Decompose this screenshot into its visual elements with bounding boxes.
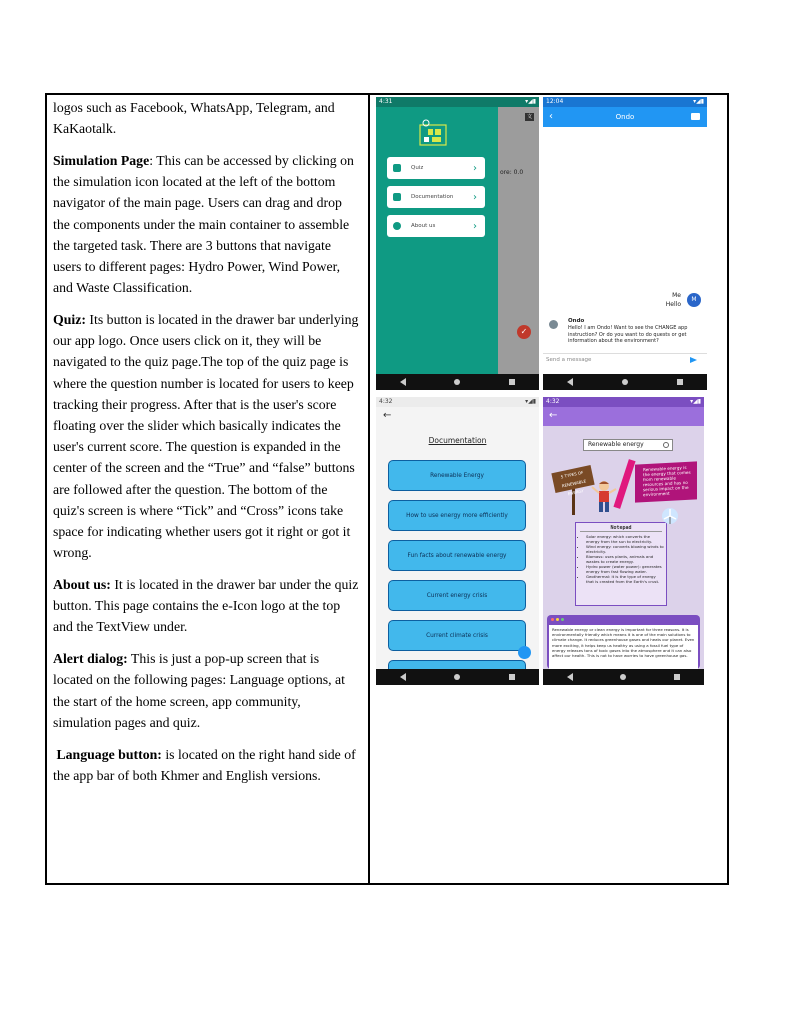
- back-nav-icon[interactable]: [567, 378, 573, 386]
- status-bar: 4:32 ▾◢▮: [543, 397, 704, 407]
- heading-alert: Alert dialog:: [53, 651, 128, 667]
- check-fab-icon[interactable]: ✓: [517, 325, 531, 339]
- navigation-drawer: [376, 107, 498, 374]
- signpost-board: 5 TYPES OF RENEWABLE ENERGY: [551, 465, 594, 493]
- notepad-list: [576, 534, 666, 584]
- drawer-item-about[interactable]: About us ›: [387, 215, 485, 237]
- recents-nav-icon[interactable]: [677, 379, 683, 385]
- doc-button-efficiency[interactable]: How to use energy more efficiently: [388, 500, 526, 531]
- back-nav-icon[interactable]: [400, 378, 406, 386]
- back-nav-icon[interactable]: [400, 673, 406, 681]
- android-navbar: [376, 669, 539, 685]
- paragraph-alert: Alert dialog: This is just a pop-up screen that is located on the following pages: Language options, at the start of the home screen, app community, simulation pages and quiz.: [53, 651, 345, 730]
- status-bar: 4:31 ▾◢▮: [376, 97, 539, 107]
- info-card: [547, 615, 700, 669]
- screenshot-documentation: [376, 397, 539, 685]
- back-nav-icon[interactable]: [567, 673, 573, 681]
- info-card-text: Renewable energy or clean energy is important for three reasons. It is environmentally friendly which means it is one of the main solutions to climate change. It reduces greenhouse gases and heats our planet. Even more exciting, it helps keep us healthy as using a fossil fuel type of energy releases tons of toxic gases into the atmosphere and it can also affect our health. This is not to have worries to have greenhouse gas.: [549, 625, 698, 669]
- paragraph-simulation: Simulation Page: This can be accessed by clicking on the simulation icon located at the left of the bottom navigator of the main page. Users can drag and drop the components under the main container to assemble the targeted task. There are 3 buttons that navigate users to different pages: Hydro Power, Wind Power, and Waste Classification.: [53, 153, 354, 296]
- android-navbar: [543, 669, 704, 685]
- paragraph-language: Language button: is located on the right hand side of the app bar of both Khmer and English versions.: [53, 746, 356, 783]
- window-dots: [551, 618, 564, 621]
- page-title: Documentation: [428, 436, 487, 445]
- user-message: Hello: [665, 301, 681, 308]
- heading-quiz: Quiz:: [53, 312, 86, 328]
- status-bar: 12:04 ▾◢▮: [543, 97, 707, 107]
- home-nav-icon[interactable]: [622, 379, 628, 385]
- screenshot-chat: [543, 97, 707, 390]
- divider: [543, 353, 707, 354]
- column-divider: [368, 95, 370, 883]
- heading-language: Language button:: [56, 746, 162, 762]
- drawer-item-quiz[interactable]: Quiz ›: [387, 157, 485, 179]
- list-item: • Geothermal: it is the type of energy that is created from the Earth's crust.: [586, 574, 664, 584]
- list-item: • Biomass: uses plants, animals and wastes to create energy.: [586, 554, 664, 564]
- back-arrow-icon[interactable]: ←: [383, 410, 392, 421]
- paragraph-quiz: Quiz: Its button is located in the drawer bar underlying our app logo. Once users click on it, they will be navigated to the quiz page.The top of the quiz page is where the question number is located for users to keep tracking their progress. After that is the user's score floating over the slider which basically indicates the user's current score. The question is expanded in the center of the screen and the “True” and “false” buttons are followed after the question. The bottom of the quiz's screen is where “Tick” and “Cross” icons take space for indicating whether users got it right or got it wrong.: [53, 312, 359, 561]
- quiz-icon: [393, 164, 401, 172]
- doc-button-fun-facts[interactable]: Fun facts about renewable energy: [388, 540, 526, 571]
- chat-fab-icon[interactable]: [518, 646, 531, 659]
- user-name-label: Me: [672, 292, 681, 299]
- recents-nav-icon[interactable]: [509, 379, 515, 385]
- doc-button-renewable[interactable]: Renewable Energy: [388, 460, 526, 491]
- doc-button-climate-crisis[interactable]: Current climate crisis: [388, 620, 526, 651]
- screenshot-renewable-energy: [543, 397, 704, 685]
- heading-simulation: Simulation Page: [53, 153, 150, 168]
- bot-name: Ondo: [568, 318, 585, 324]
- avatar: M: [687, 293, 701, 307]
- chat-title: Ondo: [615, 113, 635, 121]
- bot-avatar-icon: [549, 320, 558, 329]
- screenshot-drawer: [376, 97, 539, 390]
- home-nav-icon[interactable]: [620, 674, 626, 680]
- chat-bubble-icon[interactable]: [691, 113, 700, 120]
- language-icon[interactable]: 文: [526, 114, 532, 120]
- paragraph-logos: logos such as Facebook, WhatsApp, Telegram, and KaKaotalk.: [53, 100, 335, 137]
- notepad-title: Notepad: [580, 525, 662, 532]
- android-navbar: [543, 374, 707, 390]
- kid-illustration-icon: [591, 479, 617, 515]
- definition-callout: Renewable energy is the energy that comes from renewable resources and has no serious impact on the environment: [635, 461, 697, 502]
- list-item: • Solar energy: which converts the energy from the sun to electricity.: [586, 534, 664, 544]
- chevron-right-icon: ›: [473, 220, 477, 232]
- recents-nav-icon[interactable]: [509, 674, 515, 680]
- bot-message: Hello! I am Ondo! Want to see the CHANGE app instruction? Or do you want to do quests or get information about the environment?: [568, 325, 688, 344]
- score-text: ore: 0.0: [500, 169, 524, 176]
- android-navbar: [376, 374, 539, 390]
- paragraph-about: About us: It is located in the drawer bar under the quiz button. This page contains the e-Icon logo at the top and the TextView under.: [53, 577, 359, 635]
- home-nav-icon[interactable]: [454, 379, 460, 385]
- document-icon: [393, 193, 401, 201]
- back-arrow-icon[interactable]: ‹: [549, 111, 553, 122]
- home-nav-icon[interactable]: [454, 674, 460, 680]
- smile-icon: [393, 222, 401, 230]
- description-column: [53, 97, 361, 797]
- app-logo-icon: [416, 117, 450, 149]
- status-bar: 4:32 ▾◢▮: [376, 397, 539, 407]
- list-item: • Hydro power (water power): generates energy from fast flowing water.: [586, 564, 664, 574]
- notepad-card: [575, 522, 667, 606]
- chevron-right-icon: ›: [473, 162, 477, 174]
- drawer-item-documentation[interactable]: Documentation ›: [387, 186, 485, 208]
- send-icon[interactable]: [690, 357, 697, 363]
- windmill-icon: [661, 507, 679, 525]
- search-input[interactable]: Renewable energy: [583, 439, 673, 451]
- recents-nav-icon[interactable]: [674, 674, 680, 680]
- chevron-right-icon: ›: [473, 191, 477, 203]
- search-icon[interactable]: [663, 442, 669, 448]
- heading-about: About us:: [53, 577, 111, 593]
- message-input[interactable]: Send a message: [546, 357, 592, 363]
- chat-appbar: [543, 107, 707, 127]
- doc-button-energy-crisis[interactable]: Current energy crisis: [388, 580, 526, 611]
- list-item: • Wind energy: converts blowing winds to electricity.: [586, 544, 664, 554]
- purple-appbar: [543, 407, 704, 426]
- back-arrow-icon[interactable]: ←: [549, 410, 558, 421]
